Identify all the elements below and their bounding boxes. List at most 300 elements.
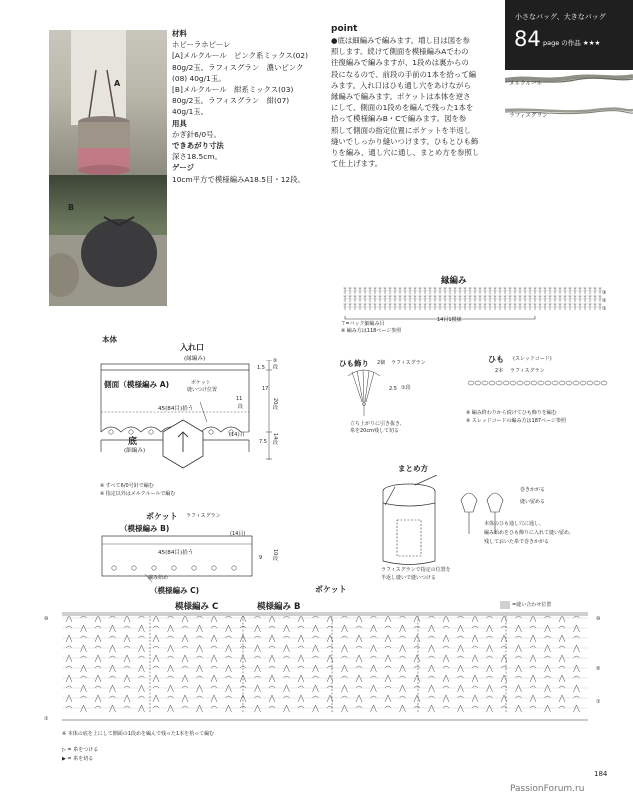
chart-stitch bbox=[81, 656, 87, 658]
chart-stitch bbox=[443, 635, 449, 642]
chart-stitch bbox=[545, 705, 551, 712]
pocket-chart-key: ▷ = 糸をつける bbox=[62, 747, 99, 753]
finishing-note: 残しておいた糸で巻きかがる bbox=[484, 539, 550, 545]
cord-chain-stitch bbox=[594, 381, 600, 385]
chart-stitch bbox=[516, 676, 522, 678]
chart-stitch bbox=[81, 676, 87, 678]
chart-stitch bbox=[429, 636, 435, 638]
chart-stitch bbox=[66, 646, 72, 648]
chart-stitch bbox=[429, 676, 435, 678]
cord-chain-stitch bbox=[531, 381, 537, 385]
chart-stitch bbox=[110, 665, 116, 672]
chart-stitch bbox=[153, 686, 159, 688]
chart-stitch bbox=[487, 656, 493, 658]
chart-stitch bbox=[255, 685, 261, 692]
chart-stitch bbox=[298, 655, 304, 662]
materials-line: [B]メルクルール 紺系ミックス(03) bbox=[172, 85, 294, 95]
dim-mid: 17 bbox=[262, 386, 269, 392]
chart-stitch bbox=[414, 655, 420, 662]
chart-stitch bbox=[429, 696, 435, 698]
chart-stitch bbox=[545, 656, 551, 658]
dim-low-rows: 14段 bbox=[272, 433, 278, 445]
cord-chain-stitch bbox=[552, 381, 558, 385]
chart-stitch bbox=[472, 646, 478, 648]
chart-stitch bbox=[516, 645, 522, 652]
point-line: 段になるので、前段の手前の1本を拾って編 bbox=[331, 69, 476, 79]
chart-stitch bbox=[545, 636, 551, 638]
chart-stitch bbox=[414, 686, 420, 688]
chart-stitch bbox=[371, 625, 377, 632]
chart-stitch bbox=[313, 685, 319, 692]
chart-stitch bbox=[95, 615, 101, 622]
chart-stitch bbox=[356, 635, 362, 642]
chart-stitch bbox=[124, 646, 130, 648]
point-line: 縫いでしっかり縫いつけます。ひもとひも飾 bbox=[331, 136, 479, 146]
chart-stitch bbox=[226, 676, 232, 678]
chart-stitch bbox=[197, 616, 203, 618]
chart-stitch bbox=[342, 616, 348, 618]
chart-stitch bbox=[472, 635, 478, 642]
photo-a-label: A bbox=[114, 79, 121, 88]
chart-stitch bbox=[298, 706, 304, 708]
point-line: 縁編みで編みます。ポケットは本体を逆さ bbox=[331, 92, 471, 102]
chart-stitch bbox=[487, 665, 493, 672]
chart-stitch bbox=[443, 695, 449, 702]
chart-stitch bbox=[66, 695, 72, 702]
chart-stitch bbox=[124, 635, 130, 642]
chart-stitch bbox=[255, 645, 261, 652]
chart-stitch bbox=[182, 686, 188, 688]
chart-stitch bbox=[197, 676, 203, 678]
dim-pocket-rows: 段 bbox=[238, 404, 244, 410]
chart-stitch bbox=[313, 625, 319, 632]
chart-stitch bbox=[414, 615, 420, 622]
chart-stitch bbox=[574, 665, 580, 672]
chart-stitch bbox=[487, 676, 493, 678]
chart-row-right: ⑩ bbox=[596, 616, 601, 622]
chart-stitch bbox=[472, 675, 478, 682]
chart-stitch bbox=[574, 696, 580, 698]
chart-stitch bbox=[559, 615, 565, 622]
chart-stitch bbox=[226, 705, 232, 712]
chart-stitch bbox=[545, 676, 551, 678]
chart-stitch bbox=[110, 676, 116, 678]
chart-stitch bbox=[66, 626, 72, 628]
chart-stitch bbox=[400, 676, 406, 678]
materials-block bbox=[172, 28, 308, 185]
gauge-text: 10cm平方で模様編みA18.5目・12段。 bbox=[172, 174, 305, 184]
chart-stitch bbox=[66, 675, 72, 682]
chart-stitch bbox=[269, 626, 275, 628]
chart-stitch bbox=[342, 625, 348, 632]
chart-stitch bbox=[153, 666, 159, 668]
chart-stitch bbox=[124, 615, 130, 622]
body-dimension-line bbox=[266, 360, 272, 460]
chart-stitch bbox=[458, 656, 464, 658]
chart-stitch bbox=[371, 616, 377, 618]
finishing-pocket-note: ラフィスグランで指定の位置を bbox=[381, 567, 451, 573]
point-line: 照します。続けて側面を模様編みAでわの bbox=[331, 47, 469, 57]
chart-stitch bbox=[81, 685, 87, 692]
cord-chain-stitch bbox=[510, 381, 516, 385]
chart-stitch bbox=[81, 696, 87, 698]
chart-stitch bbox=[458, 685, 464, 692]
chart-stitch bbox=[153, 655, 159, 662]
chart-stitch bbox=[284, 636, 290, 638]
chart-stitch bbox=[356, 646, 362, 648]
point-line: ●底は細編みで編みます。増し目は図を参 bbox=[331, 36, 470, 45]
pocket-position-label: 縫いつけ位置 bbox=[187, 387, 218, 393]
chart-stitch bbox=[168, 625, 174, 632]
chart-stitch bbox=[168, 656, 174, 658]
cord-qty: 2本 bbox=[495, 368, 504, 374]
chart-stitch bbox=[182, 646, 188, 648]
chart-stitch bbox=[371, 696, 377, 698]
pocket-chart-pattern-c: 模様編み C bbox=[175, 602, 219, 612]
chart-stitch bbox=[226, 665, 232, 672]
chart-stitch bbox=[313, 656, 319, 658]
pocket-position-label: ポケット bbox=[191, 380, 211, 386]
stitches-label: 45(84目)拾う bbox=[158, 406, 194, 412]
tassel-dim-rows: ①段 bbox=[401, 385, 411, 391]
bottom-sub: (細編み) bbox=[124, 448, 146, 454]
chart-stitch bbox=[574, 685, 580, 692]
chart-stitch bbox=[414, 695, 420, 702]
chart-stitch bbox=[153, 635, 159, 642]
chart-stitch bbox=[182, 655, 188, 662]
chart-stitch bbox=[356, 615, 362, 622]
chart-stitch bbox=[342, 665, 348, 672]
chart-stitch bbox=[269, 695, 275, 702]
chart-stitch bbox=[95, 695, 101, 702]
photo-b-label: B bbox=[68, 203, 75, 212]
watermark: PassionForum.ru bbox=[510, 784, 585, 794]
chart-row-left: ① bbox=[44, 716, 49, 722]
chart-stitch bbox=[168, 616, 174, 618]
point-line: にして、側面の1段めを編んで残った1本を bbox=[331, 103, 474, 113]
chart-stitch bbox=[284, 685, 290, 692]
chart-stitch bbox=[95, 706, 101, 708]
chart-stitch bbox=[443, 686, 449, 688]
chart-stitch bbox=[530, 675, 536, 682]
chart-stitch bbox=[284, 696, 290, 698]
chart-stitch bbox=[255, 616, 261, 618]
chart-stitch bbox=[385, 635, 391, 642]
finishing-sew: 縫い留める bbox=[520, 499, 546, 505]
chart-stitch bbox=[197, 696, 203, 698]
chart-stitch bbox=[458, 676, 464, 678]
chart-stitch bbox=[385, 686, 391, 688]
chart-stitch bbox=[182, 615, 188, 622]
chart-stitch bbox=[153, 675, 159, 682]
size-heading: できあがり寸法 bbox=[172, 141, 224, 151]
chart-row-left: ⑩ bbox=[44, 616, 49, 622]
chart-stitch bbox=[211, 666, 217, 668]
chart-stitch bbox=[211, 615, 217, 622]
chart-stitch bbox=[516, 696, 522, 698]
chart-stitch bbox=[443, 666, 449, 668]
chart-stitch bbox=[472, 626, 478, 628]
chart-stitch bbox=[139, 636, 145, 638]
chart-stitch bbox=[385, 706, 391, 708]
chart-stitch bbox=[385, 626, 391, 628]
bottom-count: (14目) bbox=[229, 432, 245, 438]
chart-stitch bbox=[342, 685, 348, 692]
chart-stitch bbox=[385, 655, 391, 662]
tassel-yarn: ラフィスグラン bbox=[391, 360, 426, 366]
chart-stitch bbox=[530, 646, 536, 648]
chart-stitch bbox=[124, 695, 130, 702]
chart-stitch bbox=[472, 695, 478, 702]
chart-stitch bbox=[95, 675, 101, 682]
chart-stitch bbox=[124, 686, 130, 688]
cord-chain-stitch bbox=[517, 381, 523, 385]
tag-title: 小さなバッグ、大きなバッグ bbox=[515, 13, 606, 21]
chart-stitch bbox=[95, 646, 101, 648]
chart-stitch bbox=[226, 645, 232, 652]
chart-stitch bbox=[356, 655, 362, 662]
chart-stitch bbox=[487, 696, 493, 698]
size-text: 深さ18.5cm。 bbox=[172, 152, 222, 162]
cord-chain-stitch bbox=[545, 381, 551, 385]
chart-stitch bbox=[574, 656, 580, 658]
edging-chart bbox=[335, 283, 620, 323]
chart-stitch bbox=[458, 665, 464, 672]
chart-stitch bbox=[429, 616, 435, 618]
pocket-dim: 9 bbox=[259, 555, 263, 561]
chart-stitch bbox=[472, 686, 478, 688]
chart-stitch bbox=[284, 705, 290, 712]
chart-stitch bbox=[313, 696, 319, 698]
chart-stitch bbox=[182, 695, 188, 702]
chart-stitch bbox=[284, 676, 290, 678]
finishing-pocket-note: 半返し縫いで縫いつける bbox=[381, 575, 437, 581]
chart-stitch bbox=[182, 675, 188, 682]
chart-stitch bbox=[81, 645, 87, 652]
chart-stitch bbox=[559, 695, 565, 702]
chart-stitch bbox=[269, 706, 275, 708]
chart-stitch bbox=[81, 625, 87, 632]
chart-stitch bbox=[269, 615, 275, 622]
pocket-dim-rows: 10段 bbox=[272, 549, 278, 561]
chart-stitch bbox=[414, 646, 420, 648]
chart-stitch bbox=[559, 675, 565, 682]
chart-stitch bbox=[516, 665, 522, 672]
dim-pocket: 11 bbox=[236, 396, 243, 402]
chart-stitch bbox=[545, 625, 551, 632]
cord-note: ※ スレッドコードの編み方は187ページ参照 bbox=[466, 418, 566, 424]
cord-subtitle: (スレッドコード) bbox=[513, 356, 552, 362]
chart-stitch bbox=[400, 656, 406, 658]
chart-stitch bbox=[95, 626, 101, 628]
chart-stitch bbox=[110, 656, 116, 658]
chart-stitch bbox=[443, 646, 449, 648]
chart-stitch bbox=[530, 695, 536, 702]
chart-stitch bbox=[443, 655, 449, 662]
chart-stitch bbox=[139, 665, 145, 672]
cord-chart bbox=[463, 377, 613, 389]
pocket-stitches: 45(84目)拾う bbox=[158, 550, 194, 556]
chart-stitch bbox=[110, 685, 116, 692]
chart-stitch bbox=[124, 706, 130, 708]
pocket-chart-note: ※ 本体の底を上にして側面の1段めを編んで残った1本を拾って編む bbox=[62, 731, 215, 737]
chart-stitch bbox=[226, 656, 232, 658]
chart-stitch bbox=[458, 625, 464, 632]
chart-stitch bbox=[269, 635, 275, 642]
point-line: みます。入れ口はひも通し穴をあけながら bbox=[331, 80, 471, 90]
chart-stitch bbox=[284, 665, 290, 672]
chart-stitch bbox=[385, 666, 391, 668]
chart-stitch bbox=[168, 705, 174, 712]
edging-title: 縁編み bbox=[441, 276, 467, 286]
chart-stitch bbox=[414, 626, 420, 628]
chart-stitch bbox=[81, 665, 87, 672]
chart-stitch bbox=[400, 616, 406, 618]
chart-stitch bbox=[197, 645, 203, 652]
chart-stitch bbox=[530, 666, 536, 668]
bag-b-illustration bbox=[49, 175, 167, 306]
chart-stitch bbox=[168, 696, 174, 698]
chart-stitch bbox=[255, 636, 261, 638]
chart-stitch bbox=[255, 705, 261, 712]
chart-stitch bbox=[313, 645, 319, 652]
chart-stitch bbox=[110, 636, 116, 638]
chart-stitch bbox=[153, 626, 159, 628]
chart-stitch bbox=[429, 645, 435, 652]
chart-stitch bbox=[371, 705, 377, 712]
chart-stitch bbox=[284, 656, 290, 658]
legend-text: =縫い合わせ位置 bbox=[512, 602, 552, 608]
chart-stitch bbox=[342, 645, 348, 652]
chart-stitch bbox=[182, 635, 188, 642]
chart-stitch bbox=[226, 685, 232, 692]
chart-stitch bbox=[269, 655, 275, 662]
chart-stitch bbox=[255, 696, 261, 698]
chart-stitch bbox=[197, 665, 203, 672]
chart-stitch bbox=[197, 625, 203, 632]
chart-stitch bbox=[211, 655, 217, 662]
chart-stitch bbox=[298, 635, 304, 642]
tools-heading: 用具 bbox=[172, 118, 187, 128]
tassel-title: ひも飾り bbox=[339, 359, 369, 368]
chart-stitch bbox=[458, 705, 464, 712]
chart-stitch bbox=[356, 675, 362, 682]
cord-chain-stitch bbox=[496, 381, 502, 385]
chart-stitch bbox=[414, 675, 420, 682]
chart-stitch bbox=[211, 635, 217, 642]
chart-stitch bbox=[342, 676, 348, 678]
materials-line: (08) 40g/1玉。 bbox=[172, 73, 226, 83]
chart-stitch bbox=[298, 686, 304, 688]
chart-stitch bbox=[545, 645, 551, 652]
cord-chain-stitch bbox=[601, 381, 607, 385]
bottom-label: 底 bbox=[128, 437, 138, 447]
tassel-dim: 2.5 bbox=[389, 386, 397, 392]
chart-stitch bbox=[66, 686, 72, 688]
cord-chain-stitch bbox=[566, 381, 572, 385]
chart-stitch bbox=[472, 666, 478, 668]
chart-stitch bbox=[559, 626, 565, 628]
tassel-note: 糸を20cm残して切る bbox=[350, 428, 399, 434]
chart-stitch bbox=[487, 705, 493, 712]
chart-stitch bbox=[124, 666, 130, 668]
chart-seam-band bbox=[62, 612, 588, 616]
chart-stitch bbox=[124, 655, 130, 662]
chart-stitch bbox=[545, 685, 551, 692]
chart-stitch bbox=[559, 666, 565, 668]
chart-stitch bbox=[197, 636, 203, 638]
materials-line: [A]メルクルール ピンク系ミックス(02) bbox=[172, 51, 308, 61]
chart-stitch bbox=[168, 676, 174, 678]
chart-stitch bbox=[574, 625, 580, 632]
chart-stitch bbox=[487, 616, 493, 618]
chart-stitch bbox=[313, 636, 319, 638]
side-label: 側面（模様編み A) bbox=[104, 380, 170, 389]
chart-stitch bbox=[110, 696, 116, 698]
edging-row: ③ bbox=[602, 290, 607, 296]
chart-stitch bbox=[139, 625, 145, 632]
chart-stitch bbox=[516, 636, 522, 638]
chart-stitch bbox=[139, 696, 145, 698]
chart-stitch bbox=[153, 646, 159, 648]
chart-stitch bbox=[574, 636, 580, 638]
chart-stitch bbox=[443, 675, 449, 682]
chart-stitch bbox=[356, 686, 362, 688]
chart-stitch bbox=[443, 706, 449, 708]
materials-line: 80g/2玉。ラフィスグラン 濃いピンク bbox=[172, 62, 304, 72]
tassel-chart bbox=[340, 368, 400, 420]
chart-stitch bbox=[95, 635, 101, 642]
chart-stitch bbox=[385, 615, 391, 622]
dim-top-rows: ③段 bbox=[272, 358, 278, 369]
page-number: 184 bbox=[594, 770, 608, 778]
point-heading: point bbox=[331, 24, 358, 34]
chart-stitch bbox=[487, 685, 493, 692]
chart-stitch bbox=[472, 706, 478, 708]
chart-stitch bbox=[530, 706, 536, 708]
chart-stitch bbox=[255, 665, 261, 672]
chart-stitch bbox=[342, 636, 348, 638]
chart-stitch bbox=[197, 705, 203, 712]
chart-stitch bbox=[197, 685, 203, 692]
edging-row: ② bbox=[602, 298, 607, 304]
chart-stitch bbox=[516, 625, 522, 632]
chart-stitch bbox=[211, 675, 217, 682]
chart-stitch bbox=[458, 616, 464, 618]
edging-note: ⊤=バック細編み目 bbox=[341, 321, 385, 327]
point-line: 照して側面の指定位置にポケットを半返し bbox=[331, 125, 472, 135]
cord-title: ひも bbox=[488, 355, 504, 364]
chart-stitch bbox=[371, 636, 377, 638]
chart-stitch bbox=[400, 636, 406, 638]
finishing-tassel-illustration bbox=[455, 482, 515, 537]
chart-stitch bbox=[269, 666, 275, 668]
photo-bag-a bbox=[49, 30, 167, 175]
chart-stitch bbox=[458, 696, 464, 698]
chart-stitch bbox=[66, 655, 72, 662]
pocket-count: (14目) bbox=[230, 531, 246, 537]
chart-stitch bbox=[414, 635, 420, 642]
dim-top: 1.5 bbox=[257, 365, 265, 371]
cord-note: ※ 編み終わりから続けてひも飾りを編む bbox=[466, 410, 557, 416]
gauge-heading: ゲージ bbox=[172, 163, 195, 173]
pocket-start: 編み始め bbox=[148, 575, 169, 581]
point-line: 往復編みで編みますが、1段めは裏からの bbox=[331, 58, 469, 68]
chart-stitch bbox=[226, 636, 232, 638]
chart-stitch bbox=[255, 625, 261, 632]
chart-stitch bbox=[342, 705, 348, 712]
chart-stitch bbox=[226, 696, 232, 698]
